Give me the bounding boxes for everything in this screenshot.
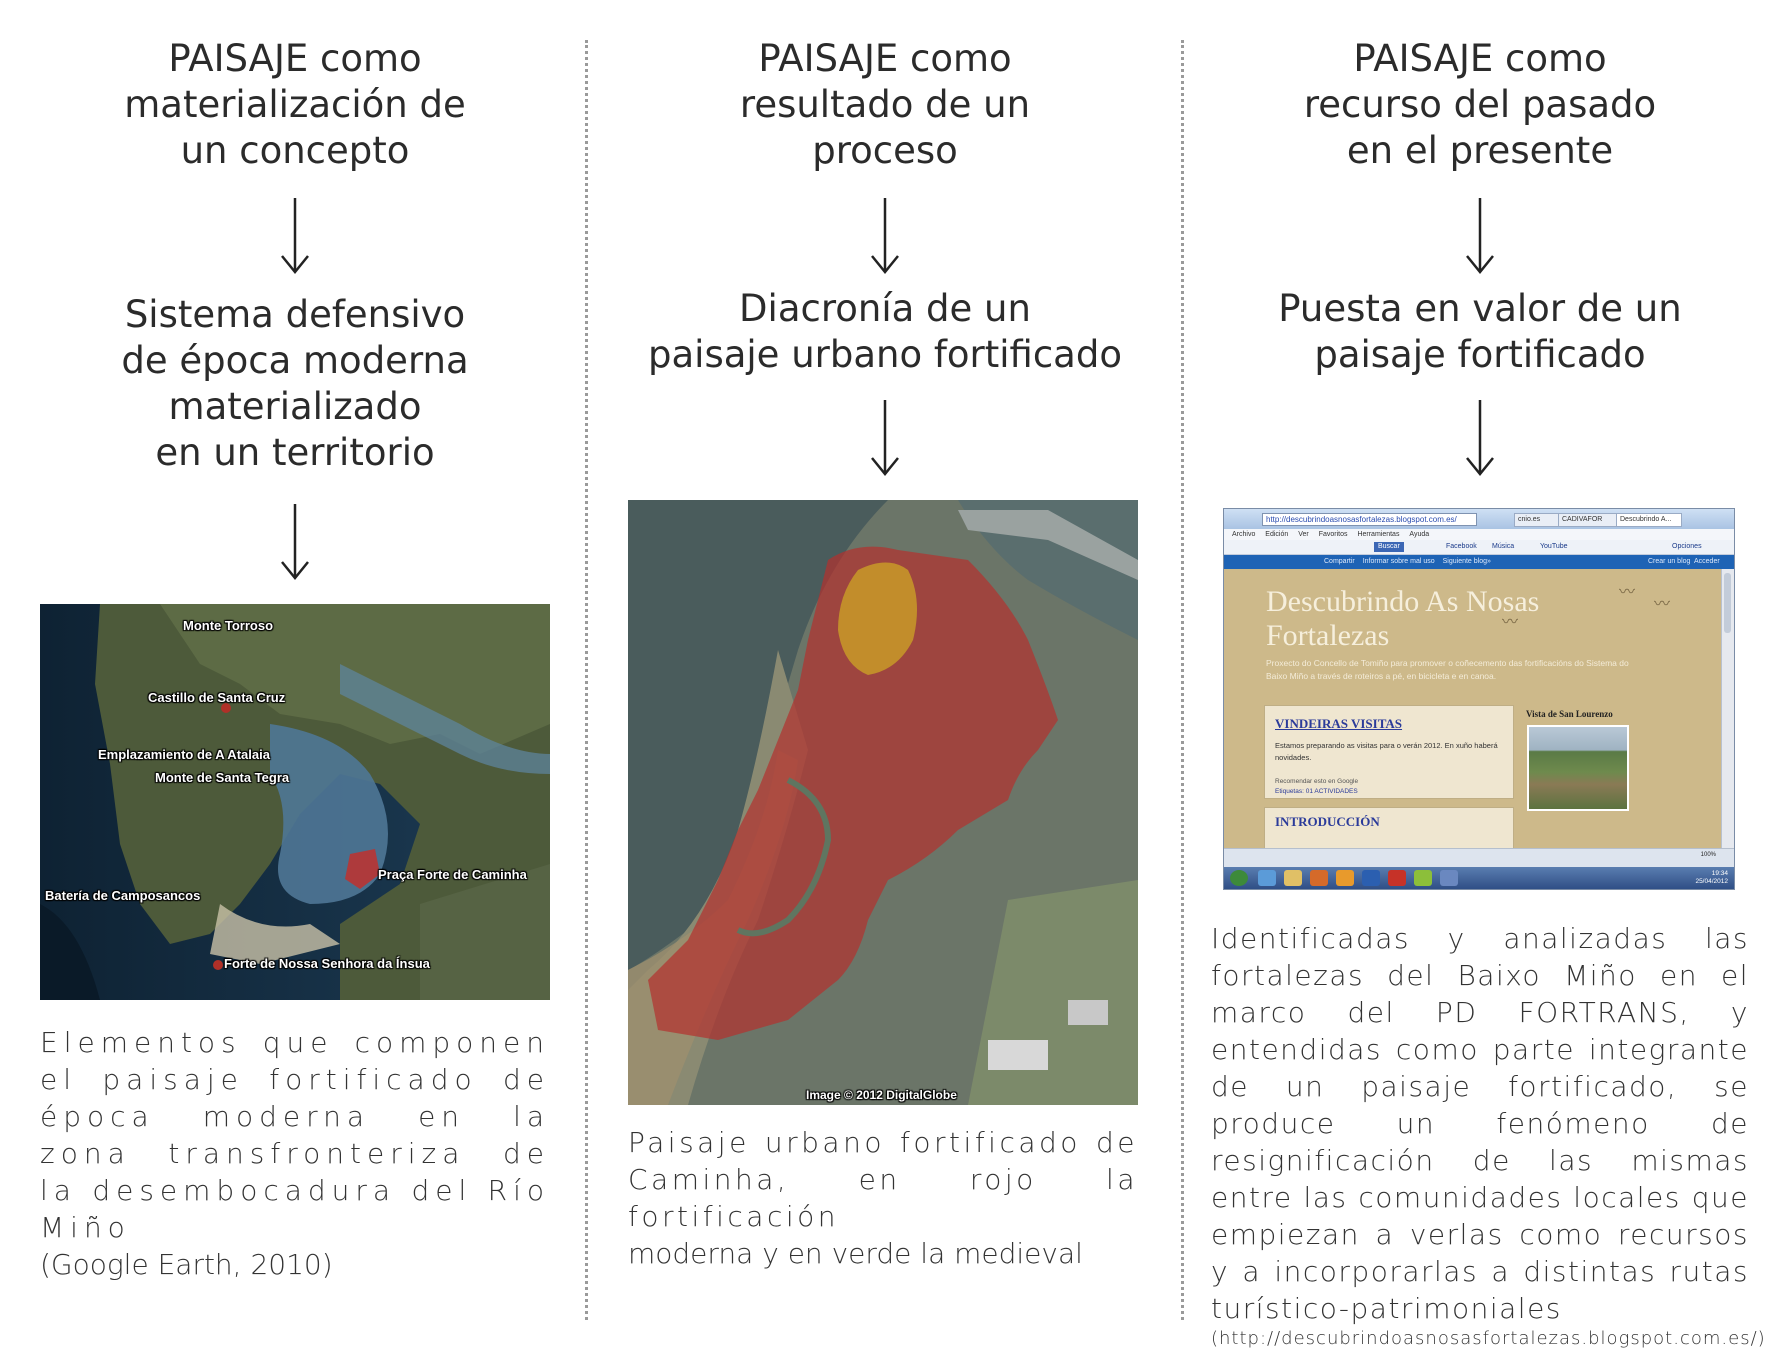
column-process — [620, 0, 1150, 1361]
toolbar-item[interactable]: YouTube — [1540, 543, 1568, 550]
post-title[interactable]: VINDEIRAS VISITAS — [1275, 716, 1403, 731]
browser-tab[interactable]: CADIVAFOR — [1558, 513, 1618, 527]
down-arrow-icon — [865, 198, 905, 276]
sidebar-title: Vista de San Lourenzo — [1526, 709, 1613, 719]
search-button[interactable]: Buscar — [1374, 542, 1404, 552]
post-recommend[interactable]: Recomendar esto en Google — [1275, 778, 1359, 785]
column-resource — [1205, 0, 1766, 1361]
map-label: Emplazamiento de A Atalaia — [98, 747, 270, 762]
menu-item[interactable]: Ayuda — [1409, 531, 1430, 538]
toolbar-item[interactable]: Opciones — [1672, 543, 1702, 550]
column-caption — [1211, 920, 1766, 1351]
menu-item[interactable]: Herramientas — [1357, 531, 1400, 538]
taskbar-app-icon[interactable] — [1336, 870, 1354, 886]
start-icon[interactable] — [1230, 870, 1248, 886]
menu-item[interactable]: Edición — [1265, 531, 1289, 538]
caption-text: Identificadas y analizadas las fortalezas del Baixo Miño en el marco del PD FORTRANS, y entendidas como parte integrante de un paisaje fortificado, se produce un fenómeno de resignificación de las mismas entre las comunidades locales que empiezan a verlas como recursos y a incorporarlas a distintas rutas turístico-patrimoniales — [1211, 922, 1749, 1325]
column-heading: PAISAJE como resultado de un proceso — [739, 37, 1031, 172]
browser-title-bar — [1224, 509, 1734, 529]
browser-menu-bar — [1224, 529, 1734, 540]
taskbar-app-icon[interactable] — [1362, 870, 1380, 886]
column-materialization — [30, 0, 560, 1361]
caption-source: moderna y en verde la medieval — [628, 1237, 1083, 1270]
taskbar-app-icon[interactable] — [1388, 870, 1406, 886]
column-divider — [585, 40, 588, 1320]
clock-time: 19:34 — [1711, 870, 1728, 877]
taskbar-clock — [1695, 870, 1728, 886]
satellite-map-minho-estuary — [40, 604, 550, 1000]
down-arrow-icon — [275, 198, 315, 276]
blog-description: Proxecto do Concello de Tomiño para promover o coñecemento das fortificacións do Sistema do Baixo Miño a través de roteiros a pé, en bicicleta e en canoa. — [1266, 658, 1629, 681]
scrollbar[interactable] — [1721, 569, 1734, 849]
post-labels[interactable]: Etiquetas: 01 ACTIVIDADES — [1275, 788, 1358, 795]
caption-text: Elementos que componen el paisaje fortificado de época moderna en la zona transfronteriza de la desembocadura del Río Miño — [40, 1026, 550, 1244]
browser-toolbar — [1224, 540, 1734, 555]
column-subheading: Diacronía de un paisaje urbano fortificado — [648, 287, 1122, 376]
taskbar-app-icon[interactable] — [1310, 870, 1328, 886]
taskbar-app-icon[interactable] — [1440, 870, 1458, 886]
blog-browser-screenshot — [1223, 508, 1735, 890]
blog-post — [1264, 807, 1514, 849]
sidebar-photo[interactable] — [1527, 725, 1629, 811]
image-credit: Image © 2012 DigitalGlobe — [806, 1088, 957, 1102]
column-caption — [628, 1124, 1138, 1272]
navbar-link[interactable]: Siguiente blog» — [1442, 558, 1491, 565]
menu-item[interactable]: Favoritos — [1318, 531, 1348, 538]
down-arrow-icon — [275, 504, 315, 582]
browser-status-bar — [1224, 848, 1734, 867]
blog-post — [1264, 705, 1514, 799]
toolbar-item[interactable]: Música — [1492, 543, 1515, 550]
blog-title[interactable]: Descubrindo As Nosas Fortalezas — [1266, 585, 1540, 652]
satellite-map-caminha — [628, 500, 1138, 1105]
column-heading: PAISAJE como recurso del pasado en el presente — [1303, 37, 1657, 172]
down-arrow-icon — [1460, 400, 1500, 478]
taskbar — [1224, 867, 1734, 889]
blogger-navbar — [1224, 555, 1734, 569]
navbar-link[interactable]: Crear un blog — [1648, 558, 1691, 565]
caption-text: Paisaje urbano fortificado de Caminha, en rojo la fortificación — [628, 1126, 1138, 1233]
caption-source: (Google Earth, 2010) — [40, 1248, 333, 1281]
browser-tab[interactable]: Descubrindo A... — [1616, 513, 1682, 527]
clock-date: 25/04/2012 — [1695, 878, 1728, 885]
column-divider — [1181, 40, 1184, 1320]
map-label: Batería de Camposancos — [45, 888, 201, 903]
bird-icon: 〰 — [1502, 614, 1519, 631]
map-label: Monte Torroso — [183, 618, 274, 633]
map-label: Monte de Santa Tegra — [155, 770, 290, 785]
bird-icon: 〰 — [1654, 596, 1671, 613]
taskbar-app-icon[interactable] — [1284, 870, 1302, 886]
post-title[interactable]: INTRODUCCIÓN — [1275, 814, 1380, 829]
bird-icon: 〰 — [1619, 584, 1636, 601]
down-arrow-icon — [865, 400, 905, 478]
blog-page — [1224, 569, 1722, 849]
navbar-link[interactable]: Compartir — [1324, 558, 1355, 565]
toolbar-item[interactable]: Facebook — [1446, 543, 1477, 550]
column-heading: PAISAJE como materialización de un concepto — [124, 37, 466, 172]
navbar-link[interactable]: Informar sobre mal uso — [1362, 558, 1435, 565]
zoom-level[interactable]: 100% — [1700, 852, 1716, 858]
taskbar-app-icon[interactable] — [1258, 870, 1276, 886]
map-label: Praça Forte de Caminha — [378, 867, 527, 882]
map-label: Forte de Nossa Senhora da Ínsua — [224, 956, 430, 971]
map-label: Castillo de Santa Cruz — [148, 690, 286, 705]
taskbar-app-icon[interactable] — [1414, 870, 1432, 886]
browser-tab[interactable]: cnio.es — [1514, 513, 1560, 527]
column-caption — [40, 1024, 550, 1283]
column-subheading: Puesta en valor de un paisaje fortificado — [1278, 287, 1682, 376]
menu-item[interactable]: Ver — [1298, 531, 1309, 538]
down-arrow-icon — [1460, 198, 1500, 276]
caption-source: (http://descubrindoasnosasfortalezas.blogspot.com.es/) — [1211, 1328, 1766, 1349]
menu-item[interactable]: Archivo — [1232, 531, 1256, 538]
column-subheading: Sistema defensivo de época moderna materializado en un territorio — [121, 293, 469, 474]
navbar-link[interactable]: Acceder — [1694, 558, 1720, 565]
browser-address-bar[interactable]: http://descubrindoasnosasfortalezas.blogspot.com.es/ — [1262, 513, 1477, 526]
post-text: Estamos preparando as visitas para o verán 2012. En xuño haberá novidades. — [1275, 741, 1498, 762]
